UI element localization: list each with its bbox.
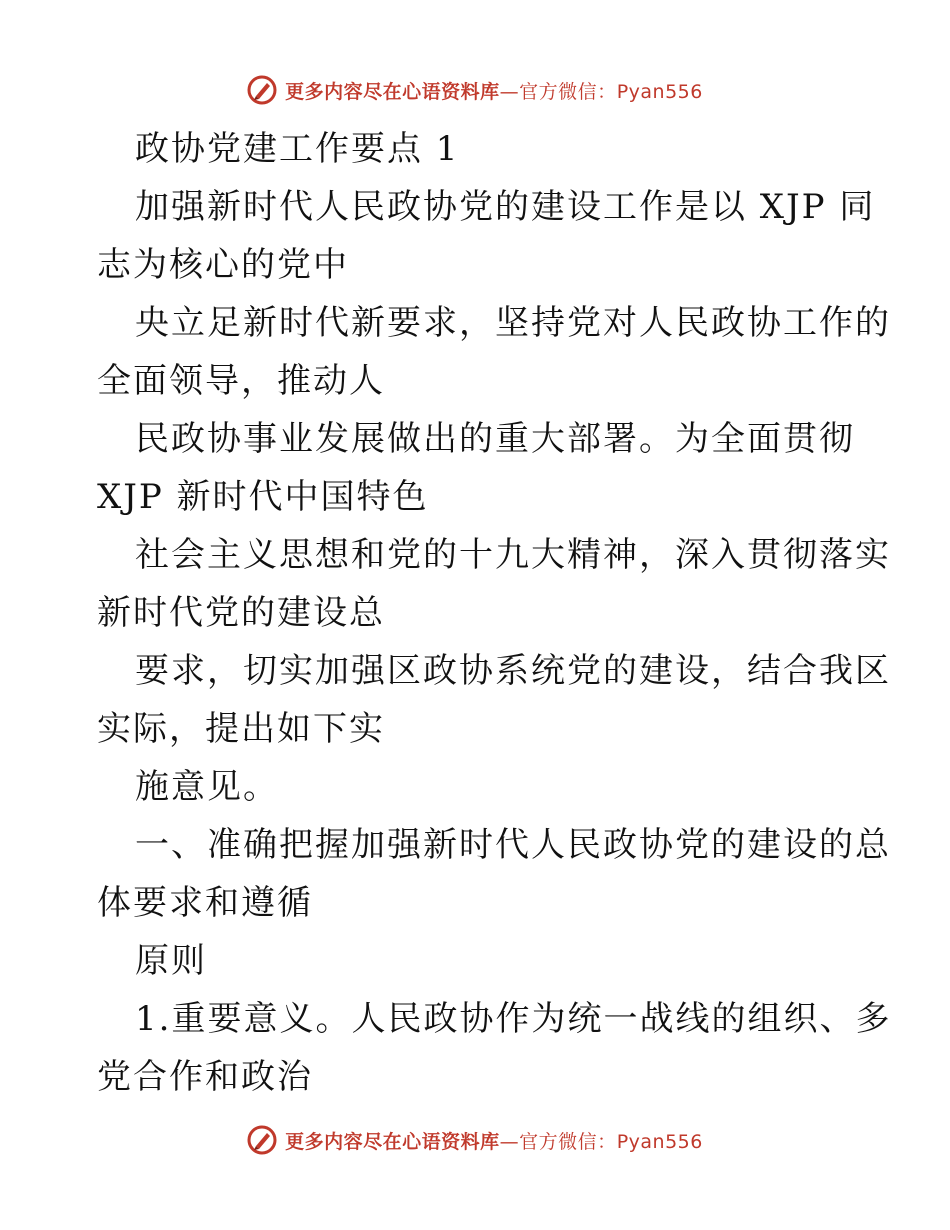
text-line: 原则: [135, 941, 207, 981]
watermark-dash: —: [499, 80, 520, 103]
watermark-wechat-id: Pyan556: [616, 80, 703, 103]
pen-logo-icon: [247, 75, 277, 105]
watermark-official-label: 官方微信：: [519, 80, 617, 103]
watermark-dash: —: [499, 1130, 520, 1153]
text-line: 一、准确把握加强新时代人民政协党的建设的总: [135, 825, 891, 865]
watermark-brand: 更多内容尽在心语资料库: [285, 80, 500, 103]
document-body: [97, 120, 892, 1106]
text-line: 志为核心的党中: [97, 245, 349, 285]
text-line: 体要求和遵循: [97, 883, 313, 923]
header-watermark: [0, 70, 950, 110]
footer-watermark: [0, 1120, 950, 1160]
text-line: 民政协事业发展做出的重大部署。为全面贯彻: [135, 419, 855, 459]
text-line: 施意见。: [135, 767, 279, 807]
text-line: 政协党建工作要点 1: [135, 129, 460, 169]
document-lines: [97, 120, 892, 1106]
watermark-brand: 更多内容尽在心语资料库: [285, 1130, 500, 1153]
watermark-wechat-id: Pyan556: [616, 1130, 703, 1153]
text-line: 全面领导，推动人: [97, 361, 385, 401]
text-line: 社会主义思想和党的十九大精神，深入贯彻落实: [135, 535, 891, 575]
pen-logo-icon: [247, 1125, 277, 1155]
text-line: 加强新时代人民政协党的建设工作是以 XJP 同: [135, 187, 876, 227]
watermark-text: [285, 1127, 703, 1154]
text-line: 新时代党的建设总: [97, 593, 385, 633]
watermark-text: [285, 77, 703, 104]
text-line: 实际，提出如下实: [97, 709, 385, 749]
text-line: 党合作和政治: [97, 1057, 313, 1097]
text-line: XJP 新时代中国特色: [97, 477, 429, 517]
text-line: 央立足新时代新要求，坚持党对人民政协工作的: [135, 303, 891, 343]
text-line: 1.重要意义。人民政协作为统一战线的组织、多: [135, 999, 892, 1039]
watermark-official-label: 官方微信：: [519, 1130, 617, 1153]
text-line: 要求，切实加强区政协系统党的建设，结合我区: [135, 651, 891, 691]
